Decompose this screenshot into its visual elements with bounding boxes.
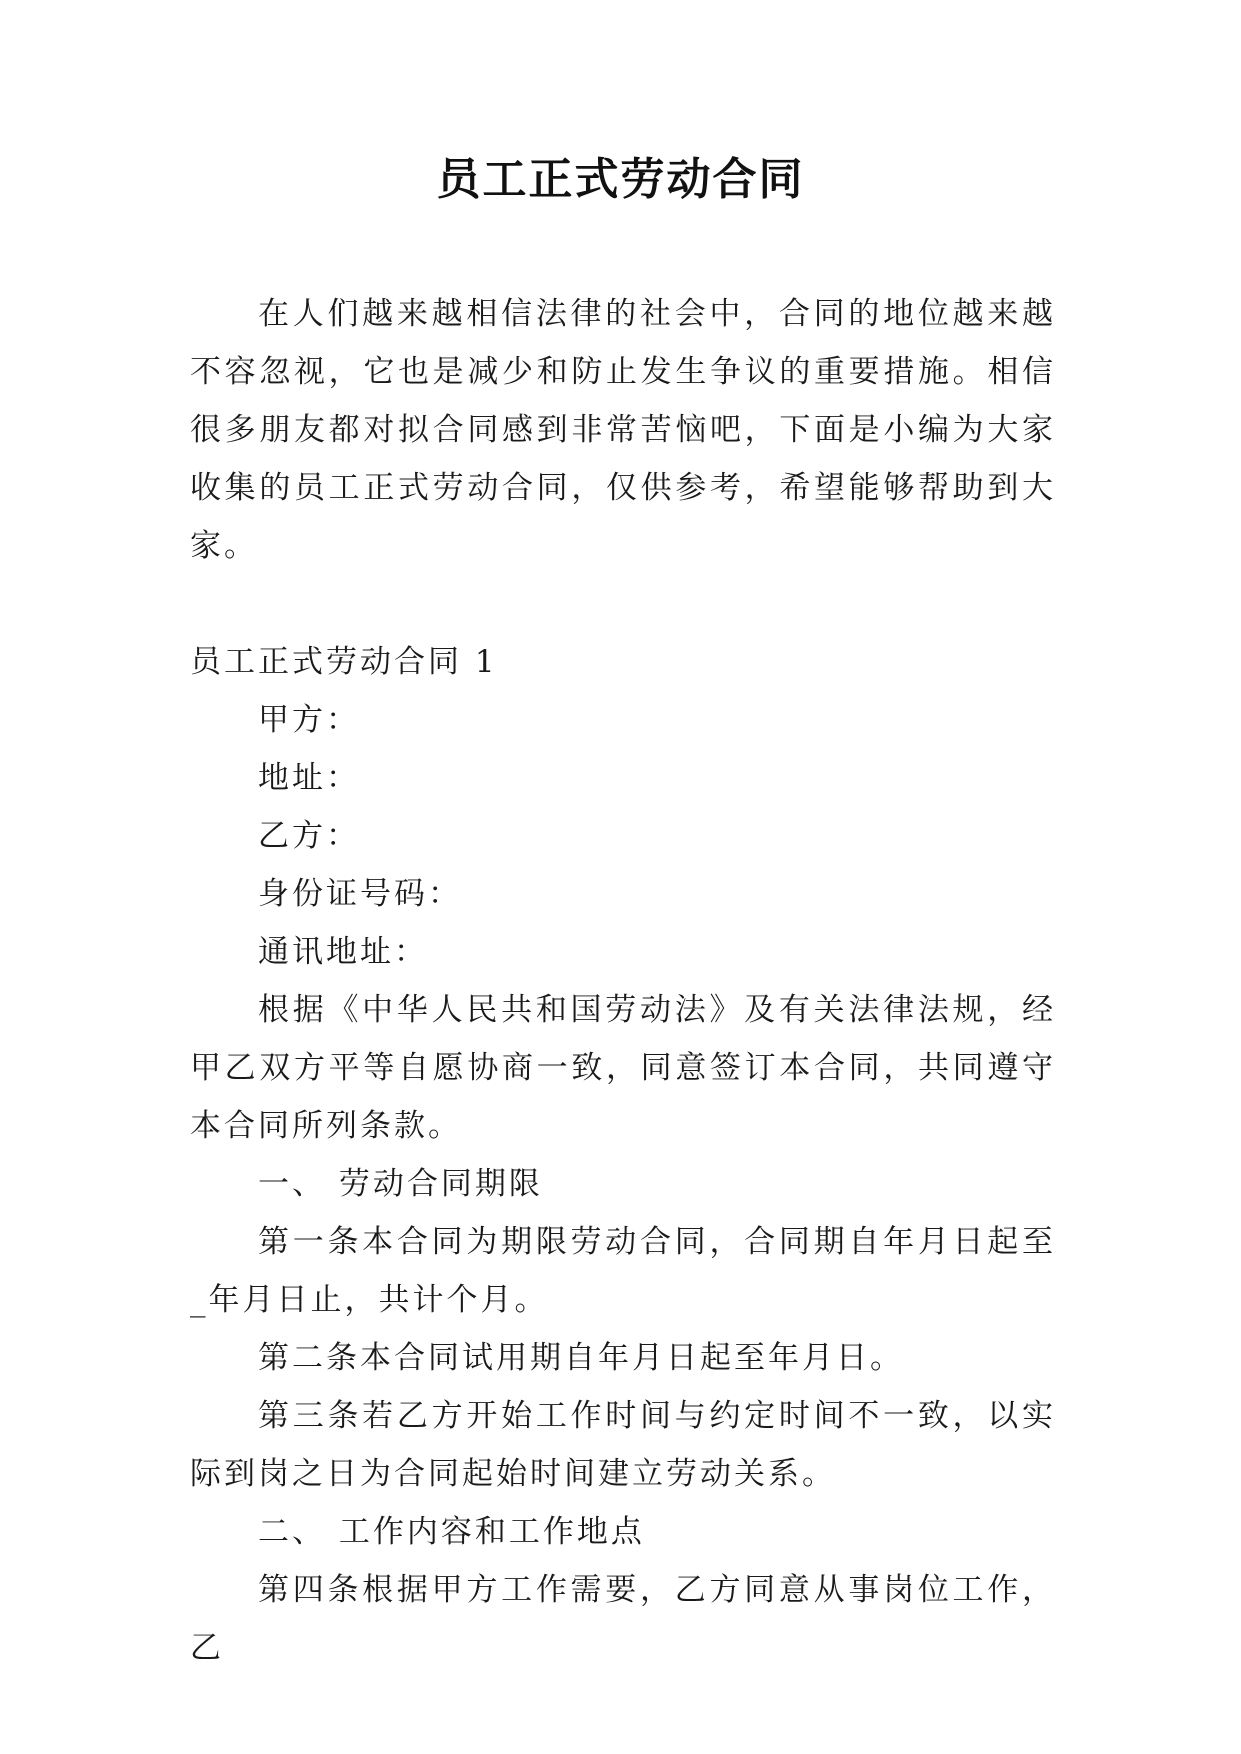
article-1: 第一条本合同为期限劳动合同，合同期自年月日起至_年月日止，共计个月。 bbox=[190, 1224, 1056, 1318]
intro-paragraph: 在人们越来越相信法律的社会中，合同的地位越来越不容忽视，它也是减少和防止发生争议的重要措施。相信很多朋友都对拟合同感到非常苦恼吧，下面是小编为大家收集的员工正式劳动合同，仅供参考，希望能够帮助到大家。 bbox=[190, 296, 1056, 564]
party-a-field: 甲方： bbox=[258, 702, 360, 738]
article-2: 第二条本合同试用期自年月日起至年月日。 bbox=[258, 1340, 904, 1376]
article-3: 第三条若乙方开始工作时间与约定时间不一致，以实际到岗之日为合同起始时间建立劳动关系。 bbox=[190, 1398, 1056, 1492]
chapter-1-heading: 一、 劳动合同期限 bbox=[258, 1166, 543, 1202]
chapter-2-heading: 二、 工作内容和工作地点 bbox=[258, 1514, 645, 1550]
id-number-field: 身份证号码： bbox=[258, 876, 462, 912]
address-field: 地址： bbox=[258, 760, 360, 796]
document-body bbox=[190, 285, 1056, 1677]
preamble-paragraph: 根据《中华人民共和国劳动法》及有关法律法规，经甲乙双方平等自愿协商一致，同意签订本合同，共同遵守本合同所列条款。 bbox=[190, 992, 1056, 1144]
page-title: 员工正式劳动合同 bbox=[436, 154, 805, 205]
party-b-field: 乙方： bbox=[258, 818, 360, 854]
section-heading: 员工正式劳动合同 1 bbox=[190, 644, 498, 680]
mailing-address-field: 通讯地址： bbox=[258, 934, 428, 970]
article-4: 第四条根据甲方工作需要，乙方同意从事岗位工作，乙 bbox=[190, 1572, 1056, 1666]
